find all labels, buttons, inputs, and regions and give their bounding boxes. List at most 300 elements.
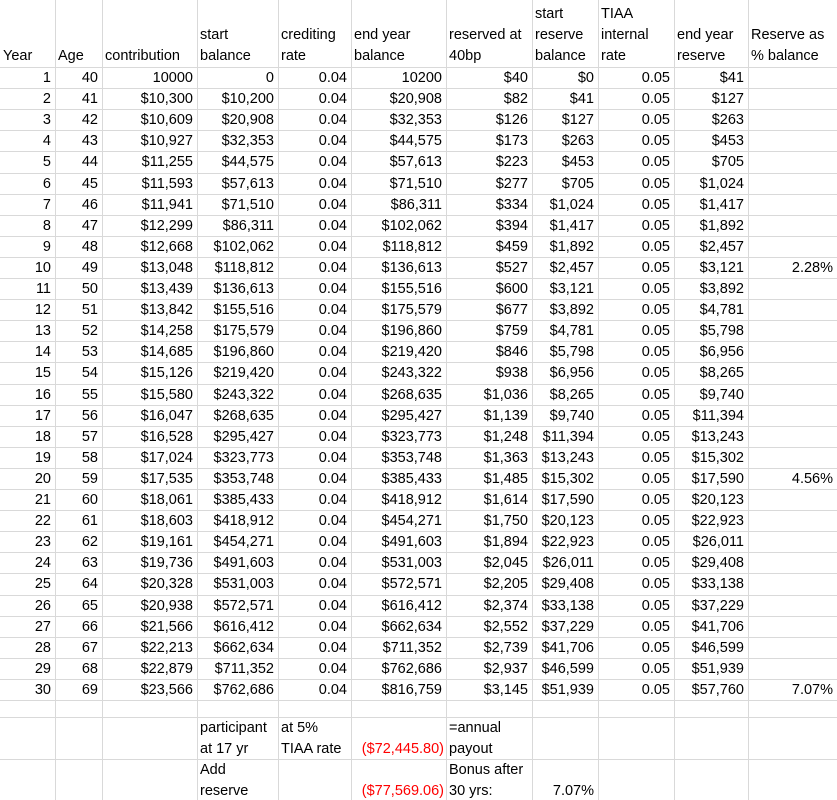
cell-start-reserve[interactable]: $8,265 [549, 387, 594, 403]
cell-end-year-reserve[interactable]: $8,265 [699, 365, 744, 381]
cell-year[interactable]: 27 [34, 619, 51, 635]
cell-reserved[interactable]: $394 [495, 218, 528, 234]
cell-age[interactable]: 44 [81, 154, 98, 170]
cell-end-year-balance[interactable]: $118,812 [382, 239, 442, 255]
cell-age[interactable]: 54 [81, 365, 98, 381]
cell-end-year-reserve[interactable]: $41,706 [691, 619, 744, 635]
cell-age[interactable]: 62 [81, 534, 98, 550]
cell-reserved[interactable]: $938 [495, 365, 528, 381]
cell-reserve-pct[interactable]: 2.28% [791, 260, 833, 276]
cell-year[interactable]: 19 [34, 450, 51, 466]
cell-end-year-balance[interactable]: $662,634 [381, 619, 442, 635]
cell-end-year-balance[interactable]: $243,322 [381, 365, 442, 381]
cell-age[interactable]: 55 [81, 387, 98, 403]
cell-contribution[interactable]: $14,258 [140, 323, 193, 339]
header-end-year-reserve[interactable]: end year [677, 27, 734, 43]
cell-start-reserve[interactable]: $3,892 [549, 302, 594, 318]
cell-end-year-reserve[interactable]: $29,408 [691, 555, 744, 571]
cell-end-year-balance[interactable]: $454,271 [381, 513, 442, 529]
cell-reserved[interactable]: $600 [495, 281, 528, 297]
cell-crediting-rate[interactable]: 0.04 [318, 450, 347, 466]
add-reserve-label[interactable]: reserve [200, 783, 249, 799]
cell-age[interactable]: 67 [81, 640, 98, 656]
cell-reserved[interactable]: $277 [495, 176, 528, 192]
cell-contribution[interactable]: $13,842 [140, 302, 193, 318]
cell-end-year-reserve[interactable]: $46,599 [691, 640, 744, 656]
cell-tiaa-rate[interactable]: 0.05 [641, 576, 670, 592]
header-reserved[interactable]: reserved at [449, 27, 522, 43]
cell-crediting-rate[interactable]: 0.04 [318, 260, 347, 276]
cell-reserved[interactable]: $2,739 [483, 640, 528, 656]
participant-label[interactable]: participant [200, 720, 267, 736]
cell-contribution[interactable]: $22,213 [140, 640, 193, 656]
header-start-reserve[interactable]: start [535, 6, 564, 22]
cell-start-reserve[interactable]: $4,781 [549, 323, 594, 339]
cell-year[interactable]: 10 [34, 260, 51, 276]
cell-start-reserve[interactable]: $6,956 [549, 365, 594, 381]
cell-tiaa-rate[interactable]: 0.05 [641, 302, 670, 318]
cell-year[interactable]: 3 [42, 112, 51, 128]
cell-end-year-balance[interactable]: $196,860 [381, 323, 442, 339]
cell-year[interactable]: 21 [34, 492, 51, 508]
cell-reserved[interactable]: $459 [495, 239, 528, 255]
header-tiaa-rate[interactable]: internal [601, 27, 649, 43]
cell-end-year-balance[interactable]: $71,510 [389, 176, 442, 192]
cell-start-balance[interactable]: $155,516 [213, 302, 274, 318]
cell-reserve-pct[interactable]: 4.56% [791, 471, 833, 487]
cell-contribution[interactable]: $18,603 [140, 513, 193, 529]
cell-start-reserve[interactable]: $9,740 [549, 408, 594, 424]
header-start-balance[interactable]: start [200, 27, 229, 43]
cell-contribution[interactable]: $19,736 [140, 555, 193, 571]
cell-reserved[interactable]: $40 [503, 70, 528, 86]
cell-crediting-rate[interactable]: 0.04 [318, 429, 347, 445]
cell-age[interactable]: 51 [81, 302, 98, 318]
cell-crediting-rate[interactable]: 0.04 [318, 365, 347, 381]
cell-start-reserve[interactable]: $2,457 [549, 260, 594, 276]
cell-end-year-balance[interactable]: $136,613 [381, 260, 442, 276]
cell-end-year-balance[interactable]: 10200 [401, 70, 442, 86]
cell-start-balance[interactable]: $86,311 [222, 218, 274, 234]
cell-tiaa-rate[interactable]: 0.05 [641, 534, 670, 550]
cell-crediting-rate[interactable]: 0.04 [318, 91, 347, 107]
cell-start-reserve[interactable]: $1,024 [549, 197, 594, 213]
cell-contribution[interactable]: $16,047 [140, 408, 193, 424]
cell-end-year-balance[interactable]: $32,353 [389, 112, 442, 128]
cell-reserved[interactable]: $1,894 [483, 534, 528, 550]
cell-contribution[interactable]: $20,328 [140, 576, 193, 592]
cell-contribution[interactable]: $14,685 [140, 344, 193, 360]
cell-crediting-rate[interactable]: 0.04 [318, 302, 347, 318]
cell-year[interactable]: 11 [35, 281, 51, 297]
cell-end-year-reserve[interactable]: $263 [711, 112, 744, 128]
cell-year[interactable]: 28 [34, 640, 51, 656]
cell-start-reserve[interactable]: $22,923 [541, 534, 594, 550]
cell-year[interactable]: 22 [34, 513, 51, 529]
cell-start-balance[interactable]: $572,571 [213, 598, 274, 614]
cell-tiaa-rate[interactable]: 0.05 [641, 619, 670, 635]
cell-age[interactable]: 46 [81, 197, 98, 213]
cell-end-year-reserve[interactable]: $1,024 [699, 176, 744, 192]
annual-payout-label[interactable]: payout [449, 741, 493, 757]
cell-reserved[interactable]: $334 [495, 197, 528, 213]
cell-crediting-rate[interactable]: 0.04 [318, 640, 347, 656]
cell-start-reserve[interactable]: $17,590 [541, 492, 594, 508]
cell-year[interactable]: 2 [42, 91, 51, 107]
bonus-label[interactable]: Bonus after [449, 762, 524, 778]
cell-crediting-rate[interactable]: 0.04 [318, 176, 347, 192]
cell-end-year-balance[interactable]: $57,613 [389, 154, 442, 170]
cell-tiaa-rate[interactable]: 0.05 [641, 471, 670, 487]
cell-age[interactable]: 52 [81, 323, 98, 339]
cell-contribution[interactable]: $22,879 [140, 661, 193, 677]
header-reserve-pct[interactable]: Reserve as [751, 27, 825, 43]
cell-start-balance[interactable]: $323,773 [213, 450, 274, 466]
cell-age[interactable]: 49 [81, 260, 98, 276]
cell-start-reserve[interactable]: $13,243 [541, 450, 594, 466]
cell-end-year-reserve[interactable]: $41 [719, 70, 744, 86]
cell-crediting-rate[interactable]: 0.04 [318, 323, 347, 339]
cell-start-reserve[interactable]: $46,599 [541, 661, 594, 677]
cell-year[interactable]: 12 [34, 302, 51, 318]
cell-start-balance[interactable]: $32,353 [221, 133, 274, 149]
cell-tiaa-rate[interactable]: 0.05 [641, 365, 670, 381]
cell-end-year-balance[interactable]: $816,759 [381, 682, 442, 698]
cell-tiaa-rate[interactable]: 0.05 [641, 323, 670, 339]
cell-tiaa-rate[interactable]: 0.05 [641, 682, 670, 698]
cell-age[interactable]: 69 [81, 682, 98, 698]
cell-crediting-rate[interactable]: 0.04 [318, 513, 347, 529]
cell-start-balance[interactable]: $762,686 [213, 682, 274, 698]
cell-tiaa-rate[interactable]: 0.05 [641, 555, 670, 571]
cell-start-balance[interactable]: $71,510 [221, 197, 274, 213]
cell-age[interactable]: 57 [81, 429, 98, 445]
cell-age[interactable]: 68 [81, 661, 98, 677]
cell-year[interactable]: 6 [42, 176, 51, 192]
cell-start-balance[interactable]: 0 [265, 70, 274, 86]
cell-tiaa-rate[interactable]: 0.05 [641, 450, 670, 466]
header-reserve-pct[interactable]: % balance [751, 48, 819, 64]
cell-reserved[interactable]: $1,036 [483, 387, 528, 403]
cell-end-year-reserve[interactable]: $51,939 [691, 661, 744, 677]
cell-tiaa-rate[interactable]: 0.05 [641, 154, 670, 170]
cell-end-year-balance[interactable]: $268,635 [381, 387, 442, 403]
cell-reserved[interactable]: $3,145 [483, 682, 528, 698]
cell-end-year-reserve[interactable]: $37,229 [691, 598, 744, 614]
cell-contribution[interactable]: $13,048 [140, 260, 193, 276]
cell-start-reserve[interactable]: $15,302 [541, 471, 594, 487]
cell-start-balance[interactable]: $10,200 [221, 91, 274, 107]
cell-contribution[interactable]: $15,126 [140, 365, 193, 381]
cell-contribution[interactable]: $17,535 [140, 471, 193, 487]
tiaa-rate-label[interactable]: TIAA rate [281, 741, 342, 757]
header-age[interactable]: Age [58, 48, 84, 64]
cell-age[interactable]: 50 [81, 281, 98, 297]
cell-start-balance[interactable]: $57,613 [221, 176, 274, 192]
cell-start-reserve[interactable]: $41 [569, 91, 594, 107]
cell-age[interactable]: 59 [81, 471, 98, 487]
bonus-percent[interactable]: 7.07% [552, 783, 594, 799]
cell-reserved[interactable]: $126 [495, 112, 528, 128]
cell-reserved[interactable]: $759 [495, 323, 528, 339]
annual-payout-label[interactable]: =annual [449, 720, 502, 736]
cell-start-reserve[interactable]: $705 [561, 176, 594, 192]
cell-year[interactable]: 18 [34, 429, 51, 445]
cell-end-year-balance[interactable]: $155,516 [381, 281, 442, 297]
cell-contribution[interactable]: $12,668 [140, 239, 193, 255]
cell-year[interactable]: 25 [34, 576, 51, 592]
cell-year[interactable]: 30 [34, 682, 51, 698]
cell-reserved[interactable]: $1,485 [483, 471, 528, 487]
cell-tiaa-rate[interactable]: 0.05 [641, 513, 670, 529]
cell-reserved[interactable]: $2,045 [483, 555, 528, 571]
cell-age[interactable]: 48 [81, 239, 98, 255]
cell-end-year-reserve[interactable]: $5,798 [699, 323, 744, 339]
bonus-value[interactable]: ($77,569.06) [361, 783, 444, 799]
cell-contribution[interactable]: $11,593 [141, 176, 193, 192]
cell-age[interactable]: 45 [81, 176, 98, 192]
cell-contribution[interactable]: $11,941 [141, 197, 193, 213]
cell-start-balance[interactable]: $268,635 [213, 408, 274, 424]
cell-crediting-rate[interactable]: 0.04 [318, 239, 347, 255]
cell-start-balance[interactable]: $175,579 [213, 323, 274, 339]
payout-value[interactable]: ($72,445.80) [361, 741, 444, 757]
cell-end-year-balance[interactable]: $353,748 [381, 450, 442, 466]
cell-reserve-pct[interactable]: 7.07% [791, 682, 833, 698]
cell-year[interactable]: 4 [42, 133, 51, 149]
cell-end-year-reserve[interactable]: $26,011 [692, 534, 744, 550]
cell-tiaa-rate[interactable]: 0.05 [641, 387, 670, 403]
cell-age[interactable]: 47 [81, 218, 98, 234]
cell-start-balance[interactable]: $295,427 [213, 429, 274, 445]
cell-end-year-reserve[interactable]: $1,892 [699, 218, 744, 234]
cell-age[interactable]: 65 [81, 598, 98, 614]
cell-start-reserve[interactable]: $29,408 [541, 576, 594, 592]
cell-start-reserve[interactable]: $20,123 [541, 513, 594, 529]
cell-crediting-rate[interactable]: 0.04 [318, 112, 347, 128]
cell-reserved[interactable]: $1,248 [483, 429, 528, 445]
cell-crediting-rate[interactable]: 0.04 [318, 70, 347, 86]
cell-start-reserve[interactable]: $11,394 [542, 429, 594, 445]
cell-tiaa-rate[interactable]: 0.05 [641, 133, 670, 149]
cell-reserved[interactable]: $1,139 [483, 408, 528, 424]
header-crediting-rate[interactable]: rate [281, 48, 306, 64]
bonus-label[interactable]: 30 yrs: [449, 783, 493, 799]
cell-crediting-rate[interactable]: 0.04 [318, 682, 347, 698]
cell-contribution[interactable]: $18,061 [140, 492, 193, 508]
cell-start-reserve[interactable]: $127 [561, 112, 594, 128]
cell-start-balance[interactable]: $102,062 [213, 239, 274, 255]
cell-end-year-balance[interactable]: $102,062 [381, 218, 442, 234]
cell-crediting-rate[interactable]: 0.04 [318, 492, 347, 508]
cell-end-year-reserve[interactable]: $11,394 [692, 408, 744, 424]
cell-start-balance[interactable]: $418,912 [213, 513, 274, 529]
cell-end-year-reserve[interactable]: $22,923 [691, 513, 744, 529]
cell-contribution[interactable]: $20,938 [140, 598, 193, 614]
cell-crediting-rate[interactable]: 0.04 [318, 576, 347, 592]
cell-contribution[interactable]: $12,299 [140, 218, 193, 234]
cell-tiaa-rate[interactable]: 0.05 [641, 218, 670, 234]
cell-end-year-balance[interactable]: $175,579 [381, 302, 442, 318]
cell-start-reserve[interactable]: $0 [577, 70, 594, 86]
cell-end-year-reserve[interactable]: $2,457 [699, 239, 744, 255]
cell-reserved[interactable]: $2,937 [483, 661, 528, 677]
header-end-year-balance[interactable]: end year [354, 27, 411, 43]
cell-year[interactable]: 17 [34, 408, 51, 424]
cell-start-balance[interactable]: $491,603 [213, 555, 274, 571]
cell-reserved[interactable]: $677 [495, 302, 528, 318]
cell-crediting-rate[interactable]: 0.04 [318, 471, 347, 487]
cell-end-year-balance[interactable]: $295,427 [381, 408, 442, 424]
cell-contribution[interactable]: $23,566 [140, 682, 193, 698]
cell-start-reserve[interactable]: $33,138 [541, 598, 594, 614]
cell-start-balance[interactable]: $118,812 [214, 260, 274, 276]
cell-start-balance[interactable]: $662,634 [213, 640, 274, 656]
cell-contribution[interactable]: $15,580 [140, 387, 193, 403]
cell-reserved[interactable]: $1,614 [483, 492, 528, 508]
cell-year[interactable]: 20 [34, 471, 51, 487]
cell-end-year-reserve[interactable]: $9,740 [699, 387, 744, 403]
cell-crediting-rate[interactable]: 0.04 [318, 197, 347, 213]
cell-end-year-reserve[interactable]: $15,302 [691, 450, 744, 466]
cell-end-year-balance[interactable]: $44,575 [389, 133, 442, 149]
cell-end-year-reserve[interactable]: $127 [711, 91, 744, 107]
cell-start-balance[interactable]: $454,271 [213, 534, 274, 550]
cell-end-year-balance[interactable]: $572,571 [381, 576, 442, 592]
cell-end-year-reserve[interactable]: $4,781 [699, 302, 744, 318]
cell-contribution[interactable]: $17,024 [140, 450, 193, 466]
cell-end-year-reserve[interactable]: $13,243 [691, 429, 744, 445]
cell-tiaa-rate[interactable]: 0.05 [641, 239, 670, 255]
cell-age[interactable]: 66 [81, 619, 98, 635]
cell-start-reserve[interactable]: $51,939 [541, 682, 594, 698]
cell-tiaa-rate[interactable]: 0.05 [641, 640, 670, 656]
cell-end-year-balance[interactable]: $385,433 [381, 471, 442, 487]
cell-contribution[interactable]: $13,439 [140, 281, 193, 297]
cell-crediting-rate[interactable]: 0.04 [318, 344, 347, 360]
add-reserve-label[interactable]: Add [200, 762, 226, 778]
cell-reserved[interactable]: $82 [503, 91, 528, 107]
cell-start-balance[interactable]: $385,433 [213, 492, 274, 508]
cell-start-reserve[interactable]: $1,892 [549, 239, 594, 255]
cell-end-year-reserve[interactable]: $33,138 [691, 576, 744, 592]
cell-contribution[interactable]: $16,528 [140, 429, 193, 445]
header-crediting-rate[interactable]: crediting [281, 27, 336, 43]
header-year[interactable]: Year [3, 48, 33, 64]
cell-end-year-balance[interactable]: $531,003 [381, 555, 442, 571]
cell-end-year-balance[interactable]: $711,352 [382, 640, 442, 656]
cell-reserved[interactable]: $173 [495, 133, 528, 149]
cell-start-balance[interactable]: $243,322 [213, 387, 274, 403]
cell-contribution[interactable]: 10000 [152, 70, 193, 86]
cell-tiaa-rate[interactable]: 0.05 [641, 344, 670, 360]
cell-start-reserve[interactable]: $5,798 [549, 344, 594, 360]
cell-start-balance[interactable]: $616,412 [213, 619, 274, 635]
cell-crediting-rate[interactable]: 0.04 [318, 661, 347, 677]
cell-crediting-rate[interactable]: 0.04 [318, 408, 347, 424]
cell-reserved[interactable]: $1,750 [483, 513, 528, 529]
header-contribution[interactable]: contribution [105, 48, 180, 64]
cell-end-year-balance[interactable]: $762,686 [381, 661, 442, 677]
cell-year[interactable]: 9 [42, 239, 51, 255]
cell-contribution[interactable]: $10,609 [140, 112, 193, 128]
cell-year[interactable]: 1 [42, 70, 51, 86]
cell-start-balance[interactable]: $44,575 [221, 154, 274, 170]
cell-end-year-reserve[interactable]: $705 [711, 154, 744, 170]
cell-start-balance[interactable]: $531,003 [213, 576, 274, 592]
cell-age[interactable]: 60 [81, 492, 98, 508]
cell-age[interactable]: 40 [81, 70, 98, 86]
cell-reserved[interactable]: $223 [495, 154, 528, 170]
cell-tiaa-rate[interactable]: 0.05 [641, 112, 670, 128]
cell-contribution[interactable]: $10,927 [140, 133, 193, 149]
cell-tiaa-rate[interactable]: 0.05 [641, 429, 670, 445]
cell-end-year-reserve[interactable]: $1,417 [699, 197, 744, 213]
header-reserved[interactable]: 40bp [449, 48, 482, 64]
cell-year[interactable]: 5 [42, 154, 51, 170]
cell-crediting-rate[interactable]: 0.04 [318, 387, 347, 403]
header-start-reserve[interactable]: reserve [535, 27, 584, 43]
cell-year[interactable]: 8 [42, 218, 51, 234]
cell-age[interactable]: 41 [81, 91, 98, 107]
cell-contribution[interactable]: $21,566 [140, 619, 193, 635]
tiaa-rate-label[interactable]: at 5% [281, 720, 319, 736]
cell-end-year-balance[interactable]: $86,311 [390, 197, 442, 213]
cell-tiaa-rate[interactable]: 0.05 [641, 661, 670, 677]
header-end-year-reserve[interactable]: reserve [677, 48, 726, 64]
cell-crediting-rate[interactable]: 0.04 [318, 281, 347, 297]
cell-start-reserve[interactable]: $26,011 [542, 555, 594, 571]
cell-age[interactable]: 42 [81, 112, 98, 128]
cell-reserved[interactable]: $527 [495, 260, 528, 276]
cell-end-year-balance[interactable]: $323,773 [381, 429, 442, 445]
cell-year[interactable]: 13 [34, 323, 51, 339]
cell-end-year-balance[interactable]: $491,603 [381, 534, 442, 550]
cell-start-reserve[interactable]: $3,121 [549, 281, 594, 297]
cell-start-balance[interactable]: $136,613 [213, 281, 274, 297]
cell-start-balance[interactable]: $711,352 [214, 661, 274, 677]
header-start-balance[interactable]: balance [200, 48, 251, 64]
cell-reserved[interactable]: $846 [495, 344, 528, 360]
cell-end-year-reserve[interactable]: $453 [711, 133, 744, 149]
cell-start-balance[interactable]: $196,860 [213, 344, 274, 360]
cell-tiaa-rate[interactable]: 0.05 [641, 492, 670, 508]
cell-crediting-rate[interactable]: 0.04 [318, 534, 347, 550]
cell-reserved[interactable]: $2,374 [483, 598, 528, 614]
cell-crediting-rate[interactable]: 0.04 [318, 133, 347, 149]
cell-tiaa-rate[interactable]: 0.05 [641, 176, 670, 192]
cell-year[interactable]: 16 [34, 387, 51, 403]
cell-crediting-rate[interactable]: 0.04 [318, 218, 347, 234]
cell-contribution[interactable]: $11,255 [141, 154, 193, 170]
cell-end-year-reserve[interactable]: $3,892 [699, 281, 744, 297]
cell-age[interactable]: 56 [81, 408, 98, 424]
cell-year[interactable]: 14 [34, 344, 51, 360]
cell-start-balance[interactable]: $219,420 [213, 365, 274, 381]
header-start-reserve[interactable]: balance [535, 48, 586, 64]
cell-start-reserve[interactable]: $263 [561, 133, 594, 149]
cell-end-year-balance[interactable]: $418,912 [381, 492, 442, 508]
cell-contribution[interactable]: $19,161 [140, 534, 193, 550]
header-end-year-balance[interactable]: balance [354, 48, 405, 64]
cell-tiaa-rate[interactable]: 0.05 [641, 281, 670, 297]
cell-tiaa-rate[interactable]: 0.05 [641, 598, 670, 614]
cell-year[interactable]: 26 [34, 598, 51, 614]
cell-year[interactable]: 7 [42, 197, 51, 213]
cell-contribution[interactable]: $10,300 [140, 91, 193, 107]
cell-age[interactable]: 43 [81, 133, 98, 149]
cell-year[interactable]: 23 [34, 534, 51, 550]
